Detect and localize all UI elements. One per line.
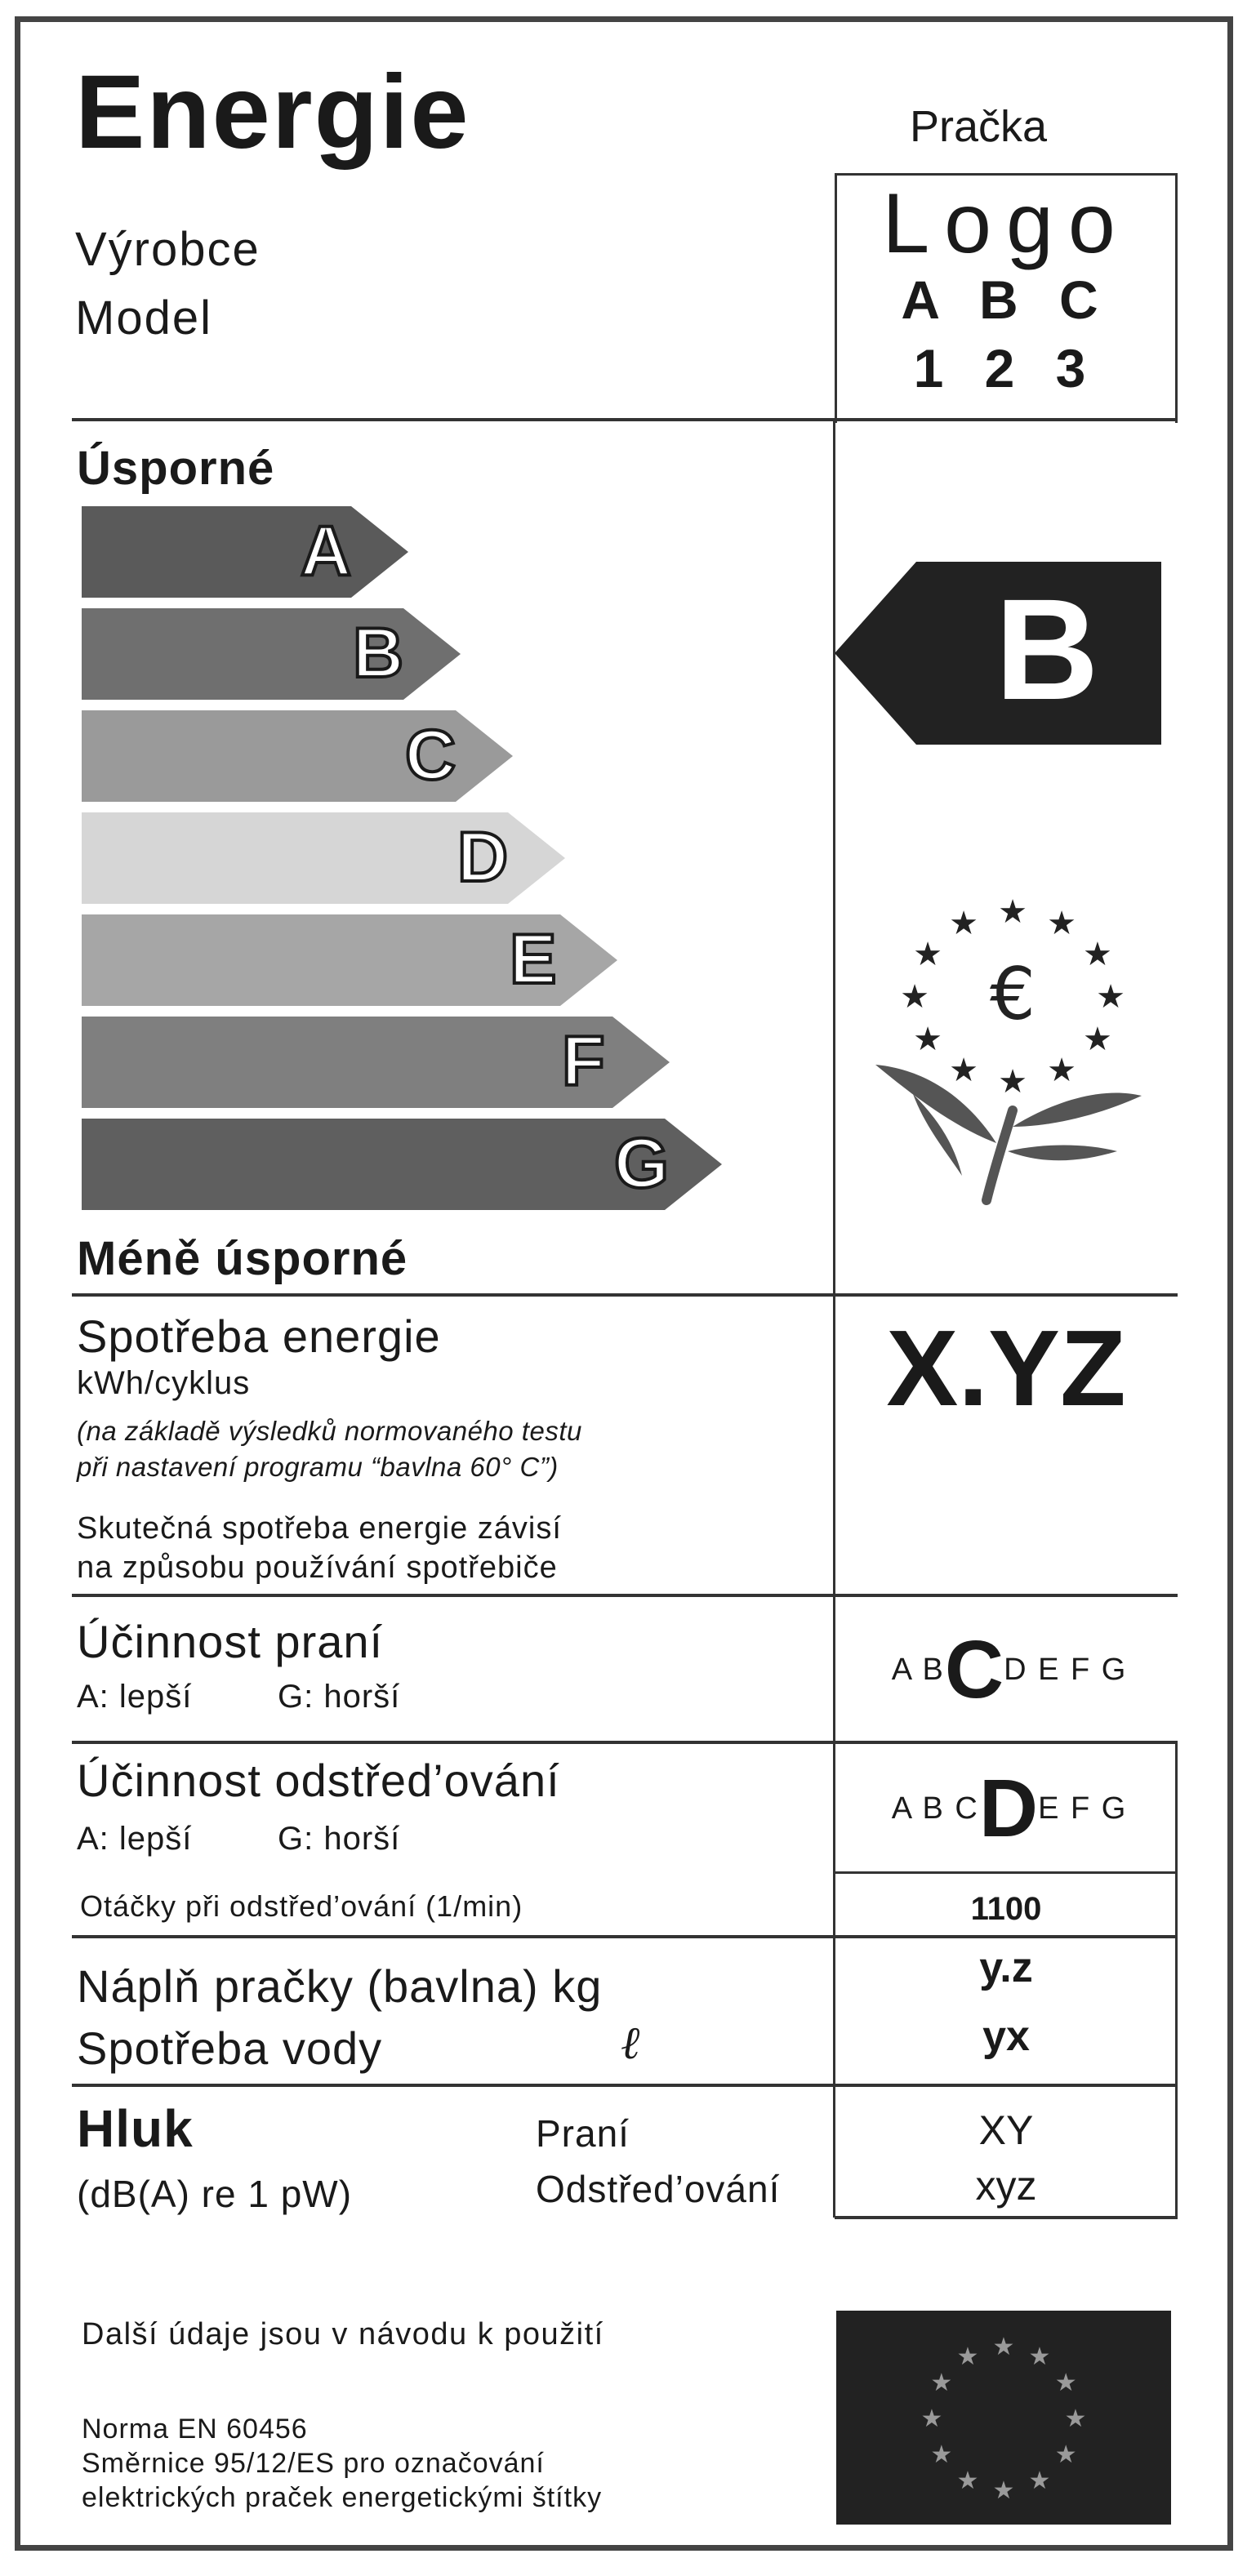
star-icon: ★ xyxy=(1082,1021,1112,1058)
efficiency-bar-a xyxy=(82,506,408,598)
norm-label: Norma EN 60456 xyxy=(82,2414,308,2445)
efficiency-letter-d: D xyxy=(457,818,509,896)
washing-scale xyxy=(846,1623,1173,1717)
energy-disclaimer-2: na způsobu používání spotřebiče xyxy=(77,1550,558,1585)
efficient-label: Úsporné xyxy=(77,442,275,495)
star-icon: ★ xyxy=(930,2440,953,2469)
efficiency-letter-b: B xyxy=(353,614,404,692)
eu-flag-icon xyxy=(836,2311,1171,2525)
divider-efficiency xyxy=(72,1293,1178,1297)
efficiency-bar-b xyxy=(82,608,461,700)
efficiency-letter-e: E xyxy=(510,920,557,999)
star-icon: ★ xyxy=(1054,2369,1077,2397)
energy-disclaimer-1: Skutečná spotřeba energie závisí xyxy=(77,1511,562,1546)
appliance-type: Pračka xyxy=(910,102,1048,151)
energy-note-2: při nastavení programu “bavlna 60° C”) xyxy=(77,1452,559,1482)
energy-value: X.YZ xyxy=(886,1308,1126,1428)
star-icon: ★ xyxy=(949,904,978,942)
spin-scale xyxy=(846,1762,1173,1856)
spin-worse: G: horší xyxy=(278,1821,401,1857)
energy-note-1: (na základě výsledků normovaného testu xyxy=(77,1416,582,1446)
divider-header xyxy=(72,418,1178,421)
star-icon: ★ xyxy=(956,2467,979,2496)
energy-title: Spotřeba energie xyxy=(77,1310,441,1362)
star-icon: ★ xyxy=(930,2369,953,2397)
spin-better: A: lepší xyxy=(77,1821,193,1857)
divider-capacity xyxy=(72,2084,1178,2087)
more-info: Další údaje jsou v návodu k použití xyxy=(82,2317,604,2351)
capacity-label: Náplň pračky (bavlna) kg xyxy=(77,1960,603,2012)
water-value: yx xyxy=(982,2013,1030,2060)
divider-noise xyxy=(835,2216,1178,2219)
star-icon: ★ xyxy=(992,2333,1015,2361)
label-title: Energie xyxy=(75,54,470,171)
directive-line-2: elektrických praček energetickými štítky xyxy=(82,2482,603,2513)
star-icon: ★ xyxy=(920,2405,943,2433)
washing-scale-before: A B xyxy=(891,1653,945,1687)
star-icon: ★ xyxy=(1028,2342,1051,2371)
directive-line-1: Směrnice 95/12/ES pro označování xyxy=(82,2448,545,2479)
noise-spin-label: Odstřed’ování xyxy=(536,2168,781,2210)
efficiency-letter-c: C xyxy=(405,716,457,794)
energy-unit: kWh/cyklus xyxy=(77,1365,251,1401)
rating-arrow xyxy=(835,562,1161,745)
divider-washing xyxy=(72,1741,1178,1744)
noise-spin-value: xyz xyxy=(975,2163,1037,2209)
spin-class: D xyxy=(978,1763,1039,1854)
star-icon: ★ xyxy=(949,1052,978,1090)
star-icon: ★ xyxy=(900,978,929,1016)
star-icon: ★ xyxy=(1047,1052,1076,1090)
star-icon: ★ xyxy=(1064,2405,1087,2433)
logo-digits: 1 2 3 xyxy=(913,338,1099,398)
manufacturer-label: Výrobce xyxy=(75,223,261,276)
rating-letter: B xyxy=(995,570,1099,730)
star-icon: ★ xyxy=(1047,904,1076,942)
star-icon: ★ xyxy=(1054,2440,1077,2469)
washing-worse: G: horší xyxy=(278,1679,401,1715)
efficiency-letter-f: F xyxy=(562,1022,605,1101)
less-efficient-label: Méně úsporné xyxy=(77,1232,408,1285)
spin-speed-value: 1100 xyxy=(970,1891,1042,1927)
washing-scale-after: D E F G xyxy=(1004,1653,1128,1687)
star-icon: ★ xyxy=(998,1063,1027,1101)
star-icon: ★ xyxy=(913,936,943,973)
spin-scale-after: E F G xyxy=(1038,1791,1128,1826)
water-unit: ℓ xyxy=(621,2017,640,2070)
logo-letters: A B C xyxy=(901,269,1111,330)
divider-energy xyxy=(72,1594,1178,1597)
divider-speed xyxy=(835,1871,1178,1874)
star-icon: ★ xyxy=(1096,978,1125,1016)
star-icon: ★ xyxy=(913,1021,943,1058)
star-icon: ★ xyxy=(998,893,1027,931)
spin-speed-label: Otáčky při odstřed’ování (1/min) xyxy=(80,1889,523,1923)
star-icon: ★ xyxy=(992,2476,1015,2505)
efficiency-letter-g: G xyxy=(614,1124,669,1203)
star-icon: ★ xyxy=(1028,2467,1051,2496)
star-icon: ★ xyxy=(956,2342,979,2371)
divider-spin xyxy=(72,1935,1178,1938)
model-label: Model xyxy=(75,291,212,345)
noise-wash-value: XY xyxy=(978,2107,1034,2153)
eu-ecolabel-flower-icon xyxy=(864,882,1158,1208)
noise-title: Hluk xyxy=(77,2099,194,2158)
washing-better: A: lepší xyxy=(77,1679,193,1715)
water-label: Spotřeba vody xyxy=(77,2022,383,2074)
svg-text:€: € xyxy=(990,952,1036,1036)
efficiency-letter-a: A xyxy=(301,512,352,590)
noise-wash-label: Praní xyxy=(536,2112,630,2155)
spin-title: Účinnost odstřed’ování xyxy=(77,1755,560,1806)
noise-unit: (dB(A) re 1 pW) xyxy=(77,2173,353,2215)
logo-word: Logo xyxy=(882,176,1130,271)
star-icon: ★ xyxy=(1082,936,1112,973)
washing-class: C xyxy=(944,1624,1004,1715)
capacity-value: y.z xyxy=(979,1944,1033,1991)
spin-scale-before: A B C xyxy=(891,1791,979,1826)
washing-title: Účinnost praní xyxy=(77,1616,384,1667)
